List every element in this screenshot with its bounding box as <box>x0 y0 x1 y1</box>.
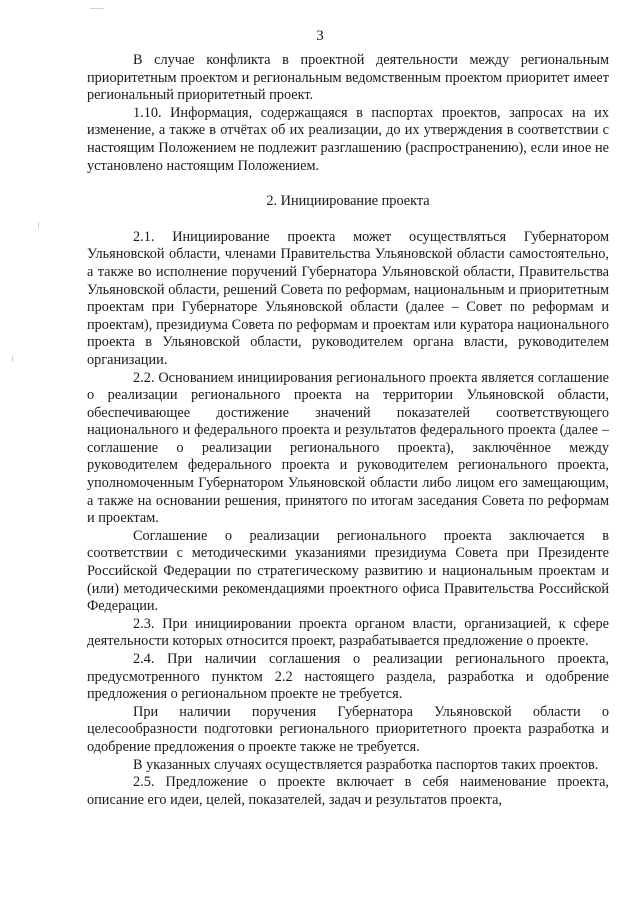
paragraph-2-5: 2.5. Предложение о проекте включает в себя наименование проекта, описание его идеи, целей, показателей, задач и результатов проекта, <box>87 774 609 808</box>
paragraph-2-4-instruction: При наличии поручения Губернатора Ульяновской области о целесообразности подготовки регионального приоритетного проекта разработка и одобрение предложения о проекте также не требуется. <box>87 703 609 755</box>
paragraph-2-3: 2.3. При инициировании проекта органом власти, организацией, к сфере деятельности которых относится проект, разрабатывается предложение о проекте. <box>87 615 609 650</box>
paragraph-1-10: 1.10. Информация, содержащаяся в паспортах проектов, запросах на их изменение, а также в отчётах об их реализации, до их утверждения в соответствии с настоящим Положением не подлежит разглашению (распространению), если иное не установлено настоящим Положением. <box>87 104 609 174</box>
document-body <box>87 52 609 809</box>
paragraph-conflict-priority: В случае конфликта в проектной деятельности между региональным приоритетным проектом и региональным ведомственным проектом приоритет имеет региональный приоритетный проект. <box>87 52 609 104</box>
paragraph-2-4: 2.4. При наличии соглашения о реализации регионального проекта, предусмотренного пунктом 2.2 настоящего раздела, разработка и одобрение предложения о региональном проекте не требуется. <box>87 651 609 703</box>
paragraph-2-2: 2.2. Основанием инициирования регионального проекта является соглашение о реализации регионального проекта на территории Ульяновской области, обеспечивающее достижение значений показателей соответствующего национального и федерального проекта и результатов федерального проекта (далее – соглашение о реализации регионального проекта), заключённое между руководителем федерального проекта и руководителем регионального проекта, уполномоченным Губернатором Ульяновской области либо лицом его замещающим, а также на основании решения, принятого по итогам заседания Совета по реформам и проектам. <box>87 369 609 527</box>
scan-smudge <box>90 8 104 9</box>
paragraph-2-1: 2.1. Инициирование проекта может осуществляться Губернатором Ульяновской области, членами Правительства Ульяновской области самостоятельно, а также во исполнение поручений Губернатора Ульяновской области, Правительства Ульяновской области, решений Совета по реформам, национальным и приоритетным проектам при Губернаторе Ульяновской области (далее – Совет по реформам и проектам), президиума Совета по реформам и проектам или куратора национального проекта в Ульяновской области, руководителем органа власти, руководителем организации. <box>87 228 609 368</box>
scan-smudge <box>12 356 13 362</box>
scan-smudge <box>38 222 39 228</box>
page-number: 3 <box>316 28 324 44</box>
paragraph-2-4-passports: В указанных случаях осуществляется разработка паспортов таких проектов. <box>133 756 599 773</box>
section-heading: 2. Инициирование проекта <box>266 193 430 210</box>
paragraph-2-2-agreement: Соглашение о реализации регионального проекта заключается в соответствии с методическими указаниями президиума Совета при Президенте Российской Федерации по стратегическому развитию и национальным проектам и (или) методическими рекомендациями проектного офиса Правительства Российской Федерации. <box>87 527 609 615</box>
